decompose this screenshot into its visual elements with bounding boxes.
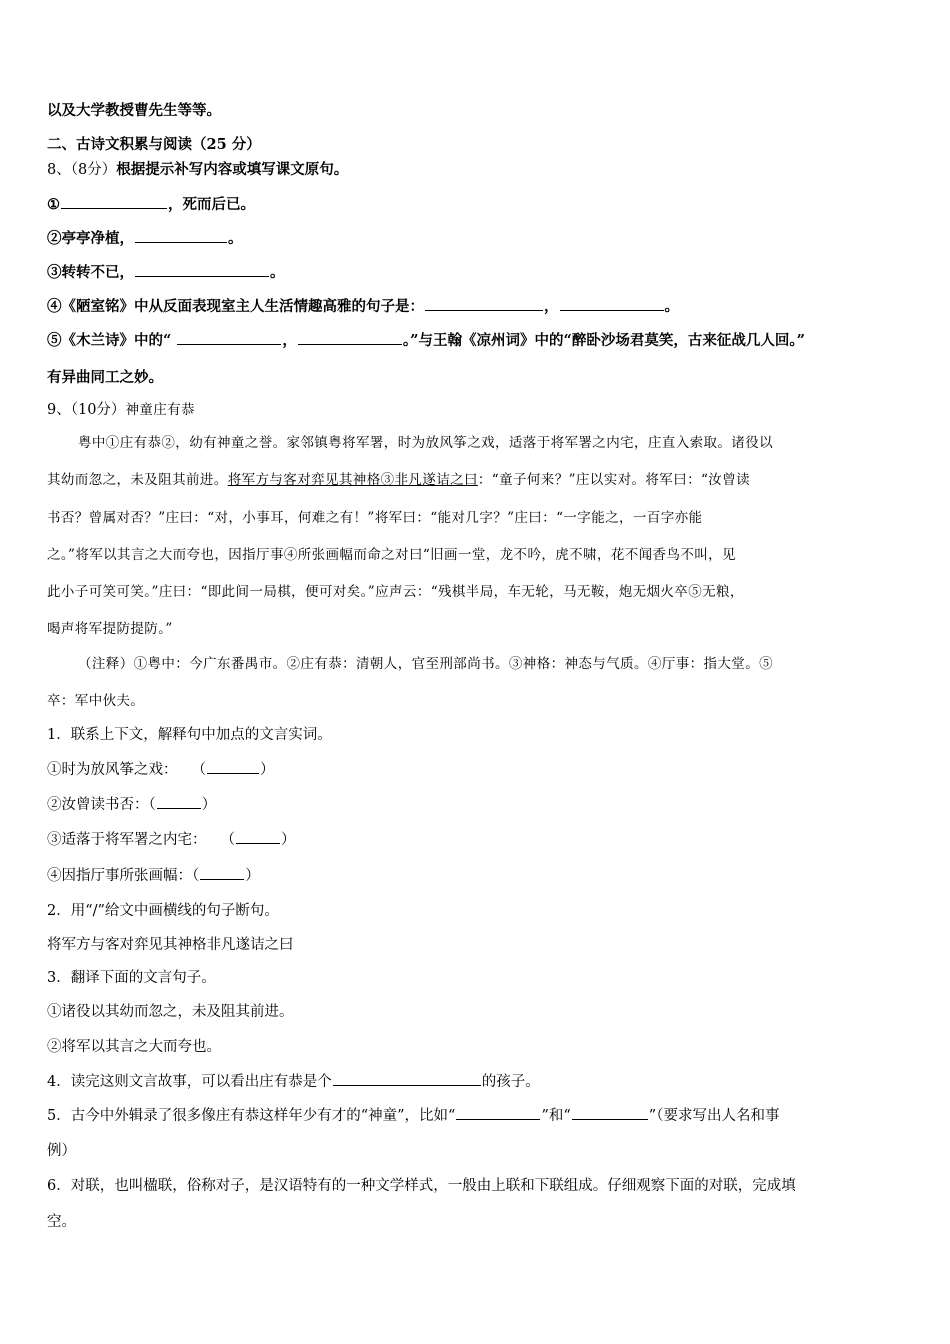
sub-question-text: ”和“ xyxy=(541,1108,571,1124)
answer-blank[interactable] xyxy=(236,829,280,844)
item-marker: ⑤ xyxy=(47,332,62,349)
sub-question-text: 4．读完这则文言故事，可以看出庄有恭是个 xyxy=(47,1074,332,1090)
question-number: 8、 xyxy=(47,162,71,178)
item-text: 《木兰诗》中的“ xyxy=(61,332,177,349)
sub-question-6 xyxy=(47,1176,796,1196)
notes-text: 卒：军中伙夫。 xyxy=(47,693,145,709)
answer-blank[interactable] xyxy=(333,1071,481,1086)
passage-line xyxy=(47,508,702,528)
passage-text: 书否？曾属对否？”庄曰：“对，小事耳，何难之有！”将军曰：“能对几字？”庄曰：“一字能之，一百字亦能 xyxy=(47,510,703,526)
passage-line xyxy=(47,619,173,639)
item-text: 。 xyxy=(664,298,679,315)
answer-blank[interactable] xyxy=(572,1105,648,1120)
sub-item-text: ②汝曾读书否： xyxy=(47,797,149,813)
answer-blank[interactable] xyxy=(425,296,543,311)
sub-question-text: 2．用“/”给文中画横线的句子断句。 xyxy=(47,903,279,919)
answer-blank[interactable] xyxy=(177,330,281,345)
sub-question-5 xyxy=(47,1105,779,1126)
answer-blank[interactable] xyxy=(157,794,201,809)
sub1-item xyxy=(47,759,275,780)
answer-blank[interactable] xyxy=(135,262,269,277)
item-marker: ① xyxy=(47,196,60,213)
notes-text: （注释）①粤中：今广东番禺市。②庄有恭：清朝人，官至刑部尚书。③神格：神态与气质。④厅事：指大堂。⑤ xyxy=(78,656,773,672)
sub-question-1-title xyxy=(47,725,332,745)
question-score: （8分） xyxy=(70,162,117,178)
sub-item-text: ②将军以其言之大而夸也。 xyxy=(47,1039,221,1055)
answer-blank[interactable] xyxy=(298,330,402,345)
item-text: ，死而后已。 xyxy=(168,196,255,213)
notes-line xyxy=(78,654,773,674)
sub-item-text: ③适落于将军署之内宅： xyxy=(47,832,207,848)
passage-text: 喝声将军提防提防。” xyxy=(47,621,173,637)
underlined-sentence: 将军方与客对弈见其神格③非凡遂诘之曰 xyxy=(227,472,478,488)
sub2-sentence xyxy=(47,935,294,955)
sub1-item xyxy=(47,794,216,815)
passage-line xyxy=(47,582,744,602)
item-text: 。 xyxy=(228,230,243,247)
sub-question-text: 5．古今中外辑录了很多像庄有恭这样年少有才的“神童”，比如“ xyxy=(47,1108,456,1124)
passage-text: 其幼而忽之，未及阻其前进。 xyxy=(47,472,228,488)
sub-question-text: 例） xyxy=(47,1143,76,1159)
sub-question-3-title xyxy=(47,968,216,988)
item-marker: ③ xyxy=(47,264,62,281)
sub-question-2-title xyxy=(47,901,279,921)
sub-item-text: ①诸役以其幼而忽之，未及阻其前进。 xyxy=(47,1004,294,1020)
answer-blank[interactable] xyxy=(560,296,664,311)
intro-text: 以及大学教授曹先生等等。 xyxy=(47,102,221,119)
item-text: 《陋室铭》中从反面表现室主人生活情趣高雅的句子是： xyxy=(61,298,424,315)
passage-line xyxy=(47,470,750,490)
passage-line xyxy=(78,433,773,453)
sub1-item xyxy=(47,865,260,886)
notes-line xyxy=(47,691,144,711)
paren: （ xyxy=(220,832,235,848)
question-9-header xyxy=(47,400,195,420)
item-text: 。 xyxy=(270,264,285,281)
sub-item-text: ①时为放风筝之戏： xyxy=(47,762,178,778)
item-text: 。”与王翰《凉州词》中的“醉卧沙场君莫笑，古来征战几人回。” xyxy=(402,332,805,349)
item-marker: ④ xyxy=(47,298,62,315)
sub-question-text: 6．对联，也叫楹联，俗称对子，是汉语特有的一种文学样式，一般由上联和下联组成。仔细观察下面的对联，完成填 xyxy=(47,1178,796,1194)
item-text: 转转不已， xyxy=(61,264,134,281)
q8-item-1 xyxy=(47,194,255,215)
answer-blank[interactable] xyxy=(135,228,227,243)
paren: ） xyxy=(281,832,296,848)
q8-item-4 xyxy=(47,296,679,317)
sub-question-5-cont xyxy=(47,1141,76,1161)
answer-blank[interactable] xyxy=(61,194,167,209)
answer-blank[interactable] xyxy=(200,865,244,880)
answer-blank[interactable] xyxy=(456,1105,540,1120)
passage-title: 神童庄有恭 xyxy=(125,402,195,418)
answer-blank[interactable] xyxy=(207,759,259,774)
item-text: 亭亭净植， xyxy=(61,230,134,247)
question-prompt: 根据提示补写内容或填写课文原句。 xyxy=(116,161,349,178)
item-text: ， xyxy=(282,332,297,349)
paren: ） xyxy=(201,797,217,813)
paren: ） xyxy=(260,762,275,778)
question-8-header xyxy=(47,160,348,180)
passage-text: ：“童子何来？”庄以实对。将军曰：“汝曾读 xyxy=(477,472,751,488)
question-score: （10分） xyxy=(70,402,126,418)
sub-question-text: 3．翻译下面的文言句子。 xyxy=(47,970,216,986)
sub3-item xyxy=(47,1002,294,1022)
sub-question-6-cont xyxy=(47,1212,76,1232)
sub-question-text: ”（要求写出人名和事 xyxy=(648,1108,780,1124)
passage-line xyxy=(47,545,736,565)
item-marker: ② xyxy=(47,230,62,247)
item-text: ， xyxy=(544,298,559,315)
sub1-item xyxy=(47,829,296,850)
q8-item-3 xyxy=(47,262,285,283)
item-text: 有异曲同工之妙。 xyxy=(47,369,163,386)
sub-item-text: ④因指厅事所张画幅： xyxy=(47,868,192,884)
q8-item-5 xyxy=(47,330,805,351)
passage-text: 此小子可笑可笑。”庄曰：“即此间一局棋，便可对矣。”应声云：“残棋半局，车无轮，马无鞍，炮无烟火卒⑤无粮， xyxy=(47,584,744,600)
paren: （ xyxy=(192,868,200,884)
passage-text: 之。”将军以其言之大而夸也，因指厅事④所张画幅而命之对曰“旧画一堂，龙不吟，虎不啸，花不闻香鸟不叫，见 xyxy=(47,547,736,563)
sub-question-4 xyxy=(47,1071,540,1092)
sub-item-text: 将军方与客对弈见其神格非凡遂诘之曰 xyxy=(47,937,294,953)
paren: （ xyxy=(148,797,156,813)
q8-item-2 xyxy=(47,228,243,249)
paren: ） xyxy=(245,868,260,884)
section-title xyxy=(47,135,261,155)
intro-line xyxy=(47,101,221,121)
sub-question-text: 的孩子。 xyxy=(481,1074,540,1090)
sub-question-text: 1．联系上下文，解释句中加点的文言实词。 xyxy=(47,727,332,743)
paren: （ xyxy=(191,762,206,778)
question-number: 9、 xyxy=(47,402,71,418)
q8-item-5-cont xyxy=(47,368,163,388)
sub-question-text: 空。 xyxy=(47,1214,76,1230)
section-title-text: 二、古诗文积累与阅读（25 分） xyxy=(47,136,261,153)
passage-text: 粤中①庄有恭②，幼有神童之誉。家邻镇粤将军署，时为放风筝之戏，适落于将军署之内宅，庄直入索取。诸役以 xyxy=(78,435,773,451)
sub3-item xyxy=(47,1037,221,1057)
